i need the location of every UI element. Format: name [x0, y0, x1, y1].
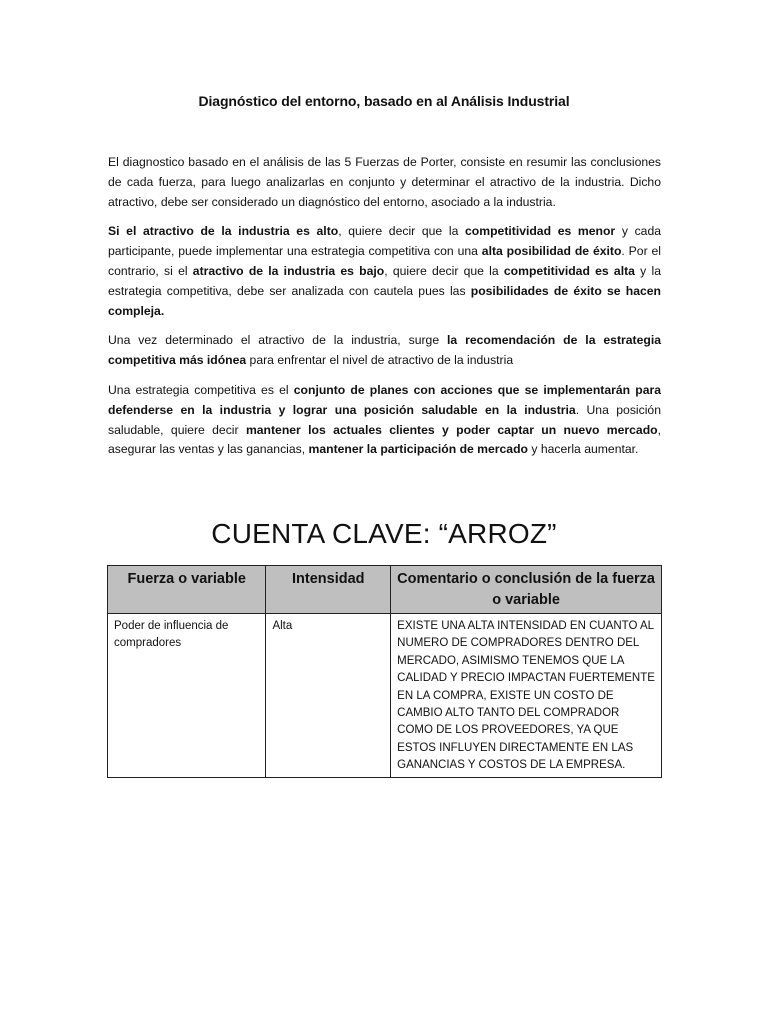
- text-run: para enfrentar el nivel de atractivo de la industria: [246, 353, 514, 368]
- bold-text-run: atractivo de la industria es bajo: [192, 263, 385, 278]
- forces-table: [107, 565, 662, 778]
- text-run: , quiere decir que la: [384, 263, 504, 278]
- paragraph: [108, 331, 661, 371]
- bold-text-run: alta posibilidad de éxito: [481, 244, 622, 259]
- paragraph: [108, 222, 661, 321]
- text-run: Una estrategia competitiva es el: [108, 382, 294, 397]
- bold-text-run: la recomendación de la estrategia competitiva más idónea: [108, 333, 661, 368]
- text-run: y la estrategia competitiva, debe ser analizada con cautela pues las: [108, 263, 661, 298]
- cell-intensity: Alta: [266, 614, 391, 778]
- paragraph: [108, 381, 661, 460]
- text-run: y hacerla aumentar.: [527, 442, 639, 457]
- cell-comment: EXISTE UNA ALTA INTENSIDAD EN CUANTO AL NUMERO DE COMPRADORES DENTRO DEL MERCADO, ASIMISMO TENEMOS QUE LA CALIDAD Y PRECIO IMPACTAN FUERTEMENTE EN LA COMPRA, EXISTE UN COSTO DE CAMBIO ALTO TANTO DEL COMPRADOR COMO DE LOS PROVEEDORES, YA QUE ESTOS INFLUYEN DIRECTAMENTE EN LAS GANANCIAS Y COSTOS DE LA EMPRESA.: [391, 614, 662, 778]
- text-run: . Una posición saludable, quiere decir: [108, 402, 661, 437]
- text-run: , asegurar las ventas y las ganancias,: [108, 422, 661, 457]
- bold-text-run: Si el atractivo de la industria es alto: [108, 224, 339, 239]
- bold-text-run: competitividad es menor: [465, 224, 616, 239]
- cell-force: Poder de influencia de compradores: [108, 614, 266, 778]
- column-header-comment: Comentario o conclusión de la fuerza o variable: [391, 566, 662, 614]
- document-title: Diagnóstico del entorno, basado en al Análisis Industrial: [198, 93, 570, 109]
- column-header-force: Fuerza o variable: [108, 566, 266, 614]
- text-run: Una vez determinado el atractivo de la industria, surge: [108, 333, 448, 348]
- column-header-intensity: Intensidad: [266, 566, 391, 614]
- text-run: El diagnostico basado en el análisis de las 5 Fuerzas de Porter, consiste en resumir las conclusiones de cada fuerza, para luego analizarlas en conjunto y determinar el atractivo de la industria. Dicho atractivo, debe ser considerado un diagnóstico del entorno, asociado a la industria.: [108, 155, 661, 209]
- bold-text-run: conjunto de planes con acciones que se implementarán para defenderse en la industria y lograr una posición saludable en la industria: [108, 382, 661, 417]
- section-title: CUENTA CLAVE: “ARROZ”: [211, 518, 557, 549]
- table-header-row: [108, 566, 662, 614]
- paragraph: [108, 153, 661, 212]
- bold-text-run: posibilidades de éxito se hacen compleja.: [108, 283, 661, 318]
- bold-text-run: mantener los actuales clientes y poder captar un nuevo mercado: [245, 422, 658, 437]
- text-run: , quiere decir que la: [338, 224, 466, 239]
- body-text: [108, 153, 661, 470]
- table-row: [108, 614, 662, 778]
- text-run: . Por el contrario, si el: [108, 244, 661, 278]
- bold-text-run: mantener la participación de mercado: [308, 442, 528, 457]
- bold-text-run: competitividad es alta: [503, 263, 635, 278]
- text-run: y cada participante, puede implementar una estrategia competitiva con una: [108, 224, 662, 259]
